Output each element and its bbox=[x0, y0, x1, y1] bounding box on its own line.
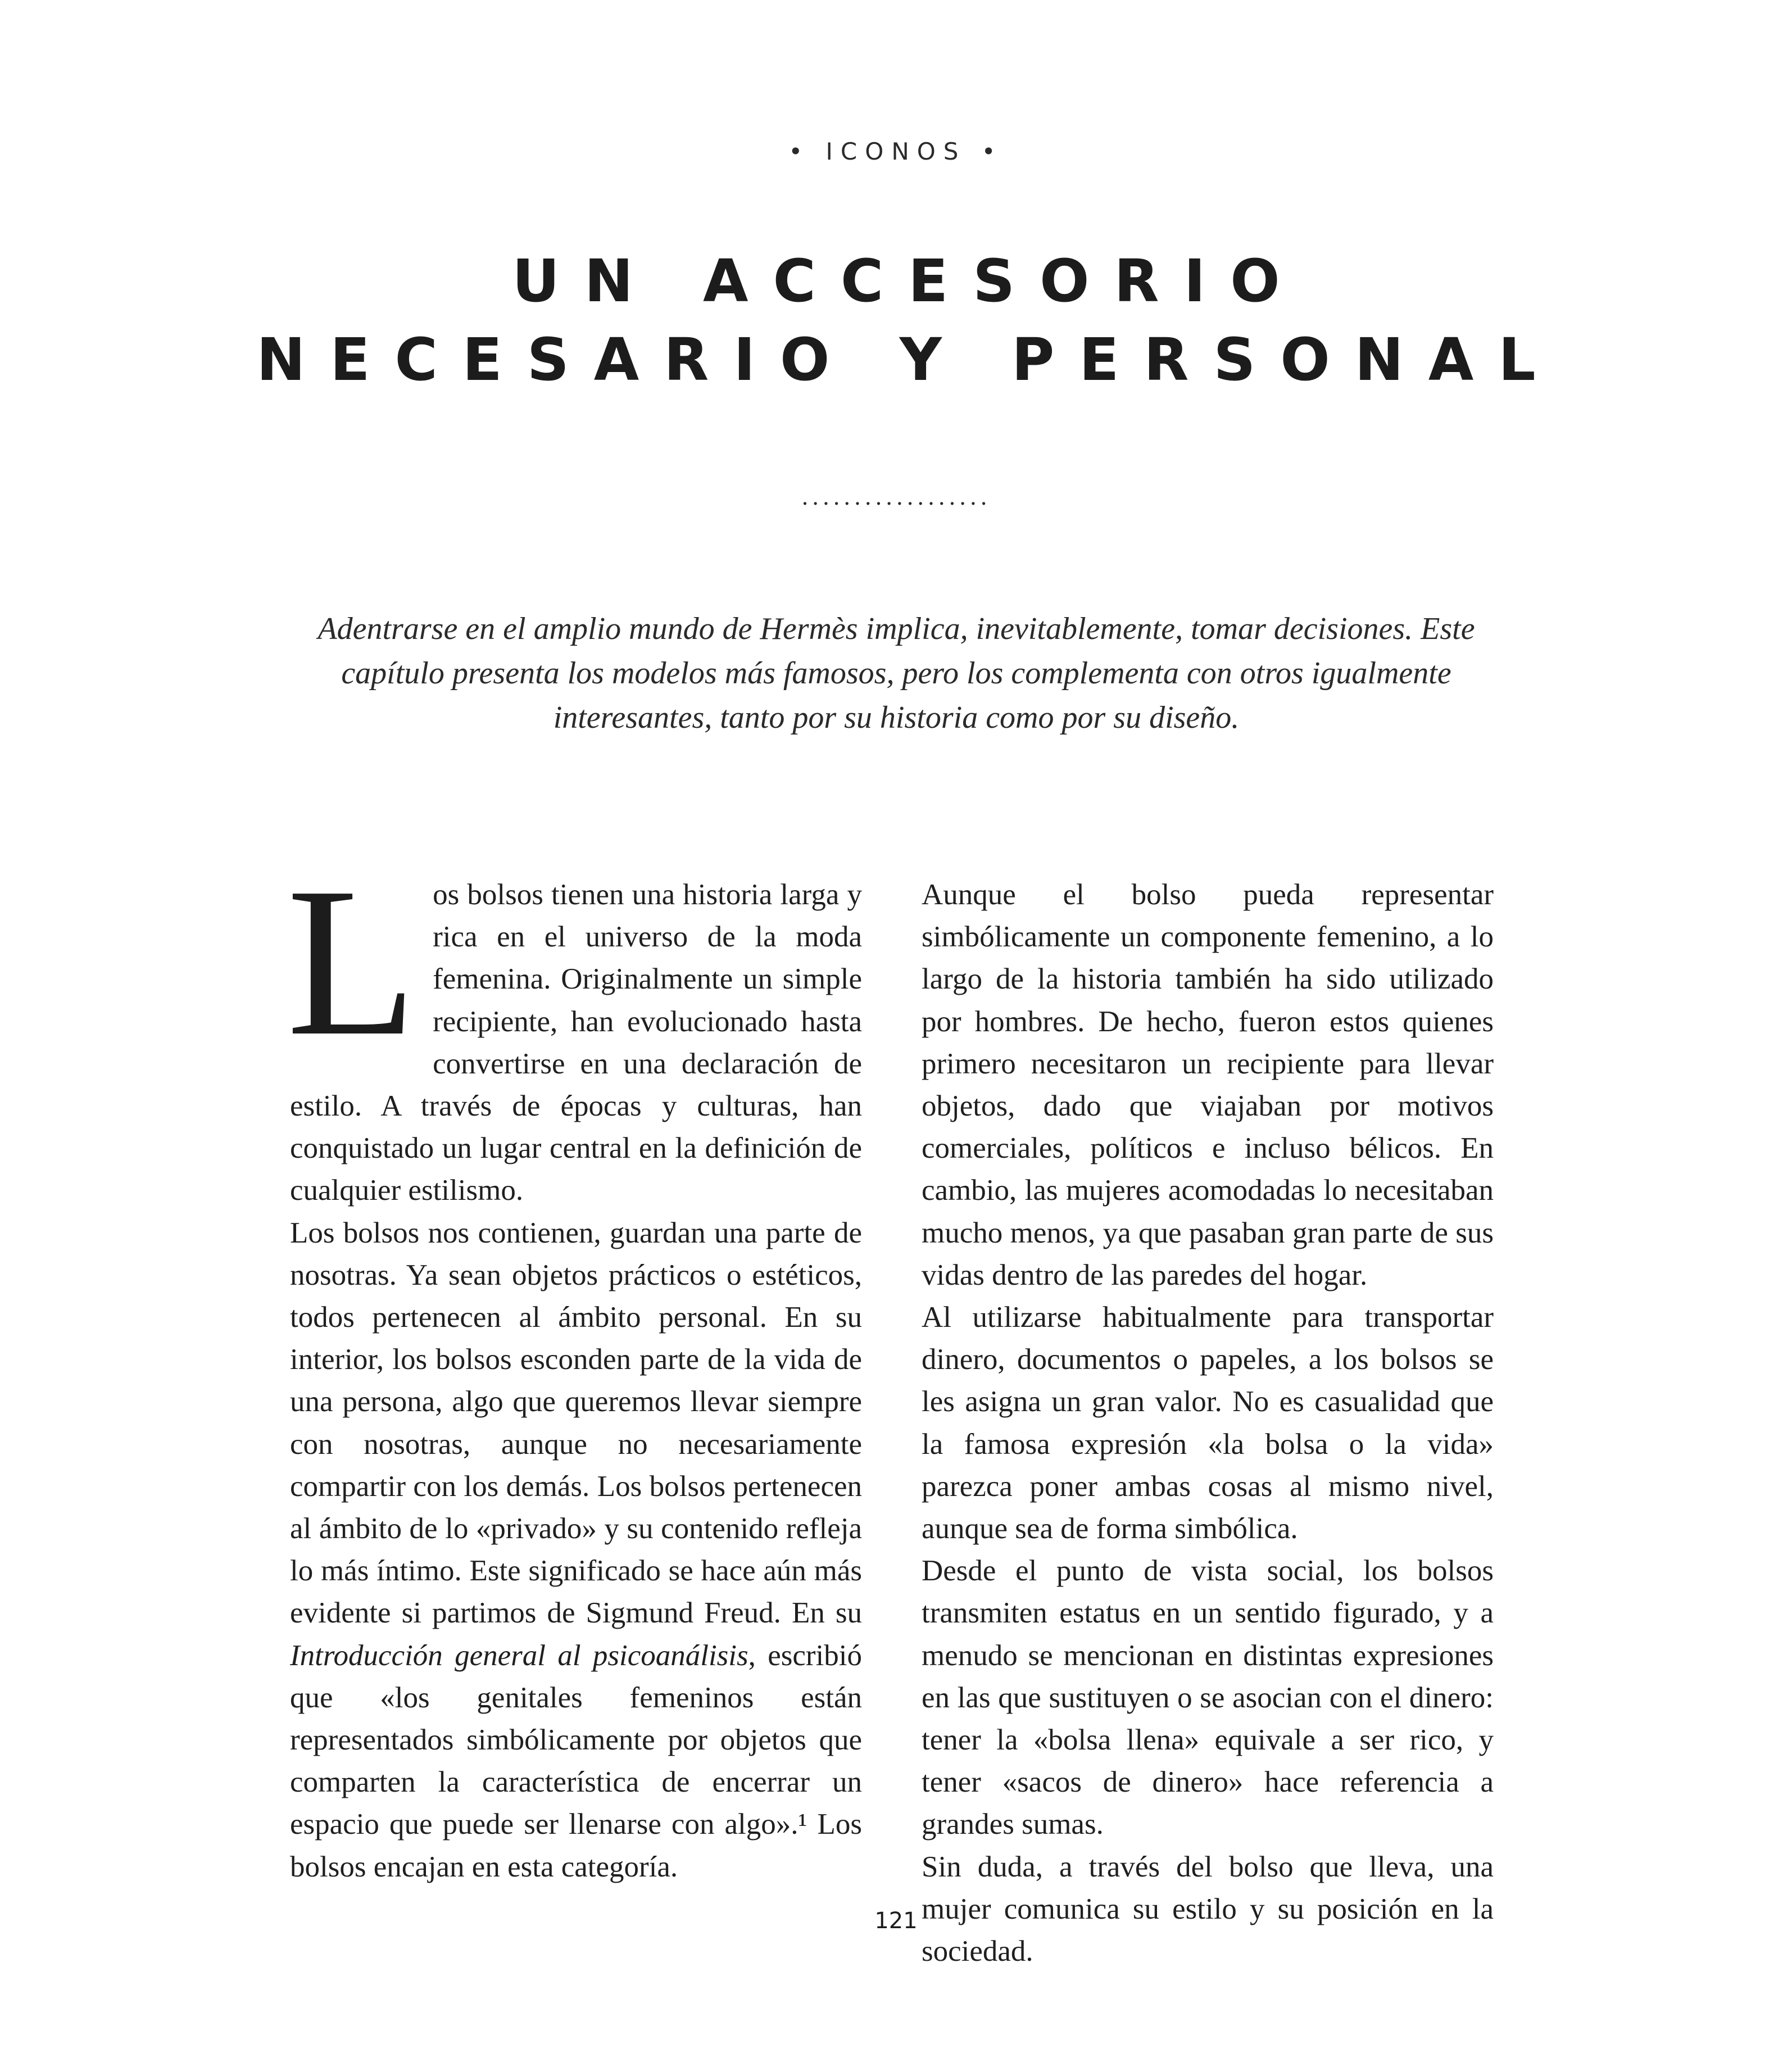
right-paragraph-4: Sin duda, a través del bolso que lleva, una mujer comunica su estilo y su posición en la sociedad. bbox=[922, 1850, 1494, 1968]
chapter-title bbox=[0, 242, 1792, 399]
left-paragraph-1-text: os bolsos tienen una historia larga y rica en el universo de la moda femenina. Originalmente un simple recipiente, han evolucionado hasta convertirse en una declaración de estilo. A través de épocas y culturas, han conquistado un lugar central en la definición de cualquier estilismo. bbox=[290, 878, 862, 1207]
right-paragraph-3: Desde el punto de vista social, los bolsos transmiten estatus en un sentido figurado, y a menudo se mencionan en distintas expresiones en las que sustituyen o se asocian con el dinero: tener la «bolsa llena» equivale a ser rico, y tener «sacos de dinero» hace referencia a grandes sumas. bbox=[922, 1554, 1494, 1841]
drop-cap: L bbox=[287, 844, 418, 1080]
dotted-divider: .................. bbox=[801, 484, 991, 510]
book-title: Introducción general al psicoanálisis bbox=[290, 1639, 748, 1672]
left-paragraph-2-text-b: , escribió que «los genitales femeninos están representados simbólicamente por objetos que comparten la característica de encerrar un espacio que puede ser llenarse con algo».¹ Los bolsos encajan en esta categoría. bbox=[290, 1639, 862, 1883]
left-paragraph-2 bbox=[290, 1212, 862, 1888]
left-column bbox=[287, 844, 862, 1888]
page-number: 121 bbox=[874, 1908, 918, 1934]
left-paragraph-2-text-a: Los bolsos nos contienen, guardan una parte de nosotras. Ya sean objetos prácticos o estéticos, todos pertenecen al ámbito personal. En su interior, los bolsos esconden parte de la vida de una persona, algo que queremos llevar siempre con nosotras, aunque no necesariamente compartir con los demás. Los bolsos pertenecen al ámbito de lo «privado» y su contenido refleja lo más íntimo. Este significado se hace aún más evidente si partimos de Sigmund Freud. En su bbox=[290, 1216, 862, 1630]
title-line-1: UN ACCESORIO bbox=[512, 247, 1305, 315]
right-column bbox=[922, 874, 1494, 1973]
left-paragraph-1 bbox=[287, 844, 862, 1212]
right-paragraph-1: Aunque el bolso pueda representar simbólicamente un componente femenino, a lo largo de la historia también ha sido utilizado por hombres. De hecho, fueron estos quienes primero necesitaron un recipiente para llevar objetos, dado que viajaban por motivos comerciales, políticos e incluso bélicos. En cambio, las mujeres acomodadas lo necesitaban mucho menos, ya que pasaban gran parte de sus vidas dentro de las paredes del hogar. bbox=[922, 878, 1494, 1291]
intro-paragraph: Adentrarse en el amplio mundo de Hermès implica, inevitablemente, tomar decisiones. Este capítulo presenta los modelos más famosos, pero los complementa con otros igualmente interesantes, tanto por su historia como por su diseño. bbox=[317, 611, 1475, 735]
right-paragraph-2: Al utilizarse habitualmente para transportar dinero, documentos o papeles, a los bolsos se les asigna un gran valor. No es casualidad que la famosa expresión «la bolsa o la vida» parezca poner ambas cosas al mismo nivel, aunque sea de forma simbólica. bbox=[922, 1301, 1494, 1545]
section-label: • ICONOS • bbox=[788, 138, 1004, 165]
title-line-2: NECESARIO Y PERSONAL bbox=[256, 325, 1560, 394]
